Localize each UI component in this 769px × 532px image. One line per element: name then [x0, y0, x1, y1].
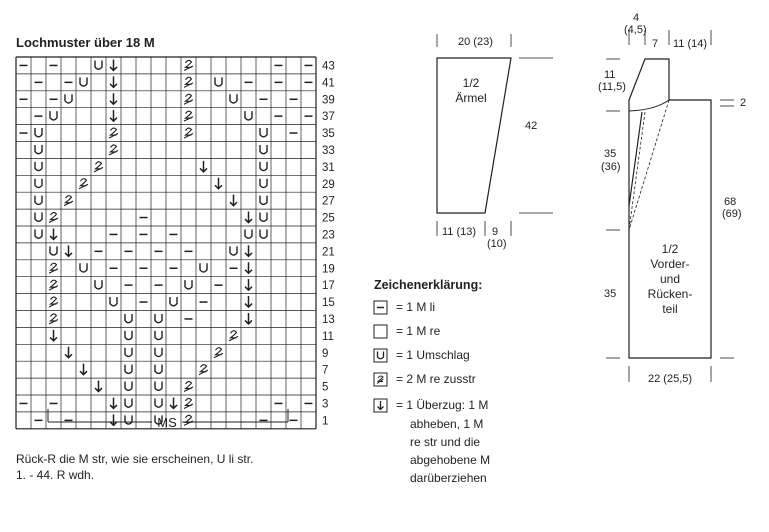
legend-knit-box [374, 325, 387, 338]
chart-note-1: Rück-R die M str, wie sie erscheinen, U li str. [16, 452, 254, 466]
yarn-over-mark [155, 314, 162, 323]
row-number: 37 [322, 111, 335, 124]
skp-mark [245, 279, 252, 290]
k2tog-mark [64, 196, 73, 206]
body-left-bottom: 35 [604, 288, 617, 300]
yarn-over-mark [260, 229, 267, 238]
skp-mark [245, 262, 252, 273]
yarn-over-mark [35, 145, 42, 154]
yarn-over-mark [185, 280, 192, 289]
row-number: 35 [322, 128, 335, 141]
k2tog-mark [184, 77, 193, 87]
k2tog-mark [229, 331, 238, 341]
yarn-over-mark [125, 314, 132, 323]
yarn-over-mark [125, 348, 132, 357]
skp-mark [245, 313, 252, 324]
skp-mark [110, 110, 117, 121]
row-number: 43 [322, 60, 335, 73]
chart-note-2: 1. - 44. R wdh. [16, 468, 95, 482]
k2tog-mark [94, 162, 103, 172]
yarn-over-mark [230, 94, 237, 103]
row-number: 1 [322, 415, 329, 428]
skp-mark [110, 59, 117, 70]
yarn-over-mark [245, 111, 252, 120]
k2tog-mark [184, 128, 193, 138]
legend-purl-text: = 1 M li [396, 300, 436, 314]
sleeve-label-line2: Ärmel [455, 91, 487, 105]
skp-mark [245, 245, 252, 256]
body-right-mid-2: (69) [722, 208, 742, 220]
yarn-over-mark [260, 128, 267, 137]
yarn-over-mark [260, 196, 267, 205]
skp-mark [65, 245, 72, 256]
k2tog-mark [49, 263, 58, 273]
legend-title: Zeichenerklärung: [374, 278, 483, 292]
yarn-over-mark [260, 162, 267, 171]
row-number: 21 [322, 246, 335, 259]
legend-yo-text: = 1 Umschlag [396, 348, 470, 362]
skp-mark [170, 397, 177, 408]
skp-mark [110, 93, 117, 104]
yarn-over-mark [260, 179, 267, 188]
legend-skp-extra-2: re str und die [410, 435, 481, 449]
yarn-over-mark [260, 145, 267, 154]
row-number: 39 [322, 94, 335, 107]
yarn-over-mark [215, 77, 222, 86]
body-label-line5: teil [662, 302, 678, 316]
body-right-top: 2 [740, 97, 747, 109]
k2tog-mark [184, 111, 193, 121]
legend-symbols [374, 301, 387, 412]
skp-mark [50, 330, 57, 341]
body-top-small-2: (4,5) [624, 24, 647, 36]
body-label [630, 242, 710, 317]
yarn-over-mark [35, 213, 42, 222]
k2tog-mark [184, 60, 193, 70]
yarn-over-mark [245, 229, 252, 238]
yarn-over-mark [35, 128, 42, 137]
yarn-over-mark [125, 365, 132, 374]
legend-skp-extra-1: abheben, 1 M [410, 417, 484, 431]
k2tog-mark [184, 94, 193, 104]
k2tog-mark [49, 297, 58, 307]
k2tog-mark [184, 415, 193, 425]
yarn-over-mark [35, 179, 42, 188]
skp-mark [95, 381, 102, 392]
skp-mark [215, 178, 222, 189]
skp-mark [50, 228, 57, 239]
row-number: 7 [322, 364, 329, 377]
yarn-over-mark [110, 297, 117, 306]
yarn-over-mark [35, 196, 42, 205]
body-label-line2: Vorder- [650, 257, 690, 271]
row-number: 19 [322, 263, 335, 276]
sleeve-bottom-left: 11 (13) [442, 226, 477, 238]
sleeve-height: 42 [525, 120, 538, 132]
body-right-mid-1: 68 [724, 196, 737, 208]
yarn-over-mark [50, 246, 57, 255]
chart-title: Lochmuster über 18 M [16, 35, 155, 50]
k2tog-mark [79, 179, 88, 189]
k2tog-mark [49, 280, 58, 290]
yarn-over-mark [80, 77, 87, 86]
legend-skp-extra-3: abgehobene M [410, 453, 491, 467]
yarn-over-mark [50, 111, 57, 120]
k2tog-mark [199, 365, 208, 375]
body-top-right: 11 (14) [673, 38, 708, 50]
k2tog-mark [109, 145, 118, 155]
skp-mark [200, 161, 207, 172]
yarn-over-mark [125, 415, 132, 424]
skp-mark [245, 212, 252, 223]
k2tog-mark [214, 348, 223, 358]
row-number: 23 [322, 229, 335, 242]
yarn-over-mark [125, 331, 132, 340]
yarn-over-mark [260, 213, 267, 222]
yarn-over-mark [200, 263, 207, 272]
yarn-over-mark [35, 229, 42, 238]
legend-knit-text: = 1 M re [396, 324, 441, 338]
k2tog-mark [184, 382, 193, 392]
yarn-over-mark [95, 60, 102, 69]
body-left-top-2: (11,5) [598, 81, 626, 93]
k2tog-mark [109, 128, 118, 138]
skp-mark [65, 347, 72, 358]
yarn-over-mark [95, 280, 102, 289]
row-number: 33 [322, 144, 335, 157]
body-bottom: 22 (25,5) [648, 373, 693, 385]
skp-mark [230, 195, 237, 206]
yarn-over-mark [125, 398, 132, 407]
legend-skp-extra-4: darüberziehen [410, 471, 487, 485]
row-number: 9 [322, 347, 329, 360]
body-label-line4: Rücken- [647, 287, 693, 301]
row-number: 3 [322, 398, 329, 411]
yarn-over-mark [155, 348, 162, 357]
sleeve-bottom-right-2: (10) [487, 238, 507, 250]
yarn-over-mark [65, 94, 72, 103]
yarn-over-mark [155, 331, 162, 340]
body-label-line1: 1/2 [661, 242, 679, 256]
row-number: 13 [322, 313, 335, 326]
ms-label: MS [157, 415, 177, 430]
legend-yo-box [374, 349, 387, 362]
sleeve-top-width: 20 (23) [458, 36, 493, 48]
row-number: 31 [322, 161, 335, 174]
body-label-line3: und [659, 272, 681, 286]
row-number: 29 [322, 178, 335, 191]
yarn-over-mark [155, 365, 162, 374]
body-left-mid-2: (36) [601, 161, 621, 173]
body-left-mid-1: 35 [604, 148, 617, 160]
row-number: 25 [322, 212, 335, 225]
skp-mark [110, 76, 117, 87]
skp-mark [80, 364, 87, 375]
armhole-dashed-1 [629, 112, 645, 230]
body-top-mid: 7 [652, 38, 659, 50]
row-number: 15 [322, 297, 335, 310]
row-number: 41 [322, 77, 335, 90]
k2tog-mark [184, 398, 193, 408]
k2tog-mark [49, 314, 58, 324]
sleeve-label-line1: 1/2 [462, 76, 480, 90]
armhole-solid [629, 112, 642, 206]
sleeve-label [449, 76, 493, 106]
body-top-small: 4 [633, 12, 640, 24]
yarn-over-mark [80, 263, 87, 272]
row-number: 11 [322, 330, 334, 343]
sleeve-bottom-right-1: 9 [492, 226, 499, 238]
legend-k2tog-text: = 2 M re zusstr [396, 372, 476, 386]
skp-mark [245, 296, 252, 307]
skp-mark [110, 414, 117, 425]
yarn-over-mark [155, 398, 162, 407]
yarn-over-mark [35, 162, 42, 171]
yarn-over-mark [155, 382, 162, 391]
neckline-curve [629, 100, 669, 111]
row-number: 17 [322, 280, 335, 293]
yarn-over-mark [230, 246, 237, 255]
k2tog-mark [49, 213, 58, 223]
body-left-top-1: 11 [604, 69, 616, 81]
legend-skp-text: = 1 Überzug: 1 M [396, 398, 489, 412]
yarn-over-mark [170, 297, 177, 306]
row-number: 5 [322, 381, 329, 394]
sleeve-schematic [437, 34, 553, 236]
row-number: 27 [322, 195, 335, 208]
yarn-over-mark [125, 382, 132, 391]
skp-mark [110, 397, 117, 408]
